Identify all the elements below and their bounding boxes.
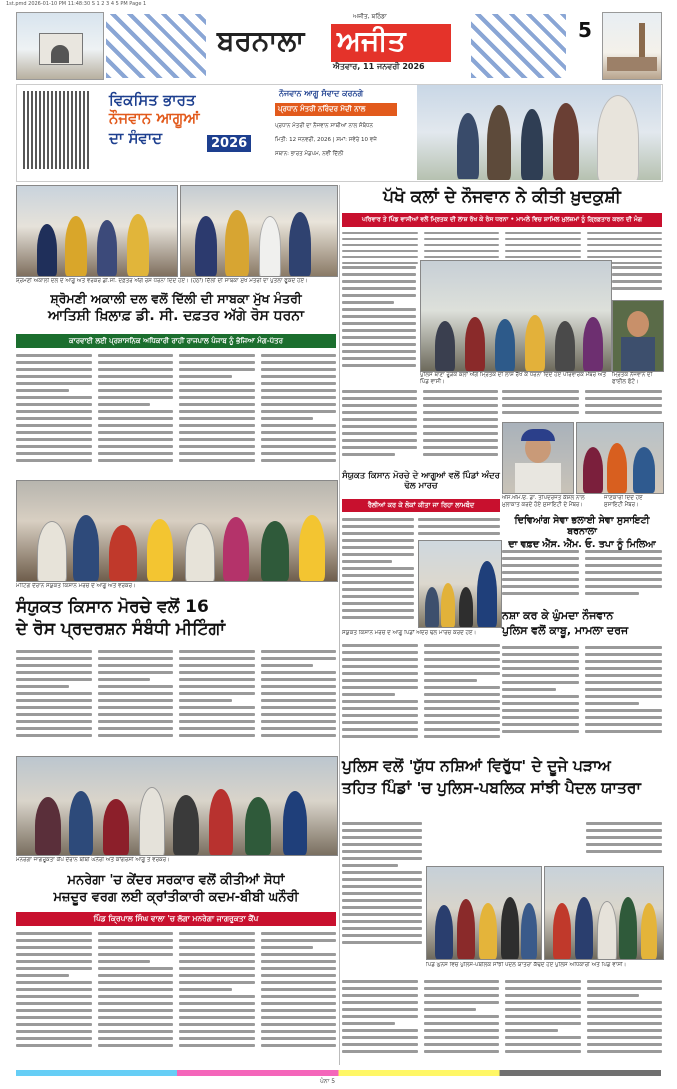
story5-headline	[502, 516, 662, 551]
story7-photo	[16, 756, 338, 856]
story5-photo-right	[576, 422, 664, 494]
story1-subhead: ਕਾਰਵਾਈ ਲਈ ਪ੍ਰਸ਼ਾਸਨਿਕ ਅਧਿਕਾਰੀ ਰਾਹੀਂ ਰਾਜਪਾਲ ਪੰਜਾਬ ਨੂੰ ਭੇਜਿਆ ਮੰਗ-ਪੱਤਰ	[16, 334, 336, 348]
story8-body-lower	[342, 980, 662, 1064]
masthead	[16, 12, 661, 80]
story4-headline-line2: ਦੇ ਰੋਸ ਪ੍ਰਦਰਸ਼ਨ ਸੰਬੰਧੀ ਮੀਟਿੰਗਾਂ	[16, 618, 226, 639]
ad-line2: ਨੌਜਵਾਨ ਆਗੂਆਂ	[109, 109, 200, 127]
masthead-right-word: ਅਜੀਤ	[337, 24, 406, 57]
ad-banner: ਪ੍ਰਧਾਨ ਮੰਤਰੀ ਨਰਿੰਦਰ ਮੋਦੀ ਨਾਲ	[275, 103, 397, 116]
story5-body	[502, 550, 662, 604]
ad-year: 2026	[207, 135, 251, 152]
story4-body	[16, 650, 336, 750]
story2-body-left	[342, 266, 416, 374]
story2-caption-left: ਪੁਲਿਸ ਥਾਣਾ ਰੂੜੇਕੇ ਕਲਾਂ ਅੱਗੇ ਮ੍ਰਿਤਕ ਦੀ ਲਾਸ਼ ਰੱਖ ਕੇ ਧਰਨਾ ਦਿੰਦੇ ਹੋਏ ਪਰਿਵਾਰਕ ਮੈਂਬਰ ਅਤੇ ਪਿੰਡ ਵਾਸੀ।	[420, 372, 607, 385]
masthead-right-photo	[602, 12, 662, 80]
story8-body-right	[586, 822, 662, 862]
story7-body	[16, 932, 336, 1064]
footer-color-bar	[16, 1070, 661, 1076]
masthead-small-top: ਅਜੀਤ, ਬਠਿੰਡਾ	[353, 13, 387, 20]
story8-photo-right	[544, 866, 664, 960]
masthead-pattern-right	[471, 14, 566, 78]
footer-page-label: ਪੰਨਾ 5	[320, 1078, 336, 1085]
story3-caption: ਸੰਯੁਕਤ ਕਿਸਾਨ ਮੋਰਚੇ ਦੇ ਆਗੂ ਪਿੰਡਾਂ ਅੰਦਰ ਢੋਲ ਮਾਰਚ ਕਰਦੇ ਹੋਏ।	[342, 630, 477, 636]
ad-line3: ਦਾ ਸੰਵਾਦ	[109, 129, 163, 147]
print-slug: 1st.pmd 2026-01-10 PM 11:48:30 S 1 2 3 4 5 PM Page 1	[6, 1, 147, 7]
story3-body-left	[342, 518, 414, 628]
story4-caption: ਮੀਟਿੰਗ ਦੌਰਾਨ ਸੰਯੁਕਤ ਕਿਸਾਨ ਮੋਰਚੇ ਦੇ ਆਗੂ ਅਤੇ ਵਰਕਰ।	[16, 583, 136, 589]
story2-caption-right: ਮ੍ਰਿਤਕ ਨੌਜਵਾਨ ਦੀ ਫਾਈਲ ਫੋਟੋ।	[612, 372, 653, 385]
story2-body-right	[612, 266, 662, 296]
story8-headline-line2: ਤਹਿਤ ਪਿੰਡਾਂ 'ਚ ਪੁਲਿਸ-ਪਬਲਿਕ ਸਾਂਝੀ ਪੈਦਲ ਯਾਤਰਾ	[342, 778, 641, 797]
story6-headline	[502, 610, 662, 637]
story8-body-left	[342, 822, 422, 962]
story4-headline-line1: ਸੰਯੁਕਤ ਕਿਸਾਨ ਮੋਰਚੇ ਵਲੋਂ 16	[16, 597, 209, 617]
story4-photo	[16, 480, 338, 582]
story3-body-right	[418, 518, 500, 536]
story6-headline-line2: ਪੁਲਿਸ ਵਲੋਂ ਕਾਬੂ, ਮਾਮਲਾ ਦਰਜ	[502, 623, 629, 637]
story2-subhead: ਪਰਿਵਾਰ ਤੇ ਪਿੰਡ ਵਾਸੀਆਂ ਵਲੋਂ ਮ੍ਰਿਤਕ ਦੀ ਲਾਸ਼ ਰੱਖ ਕੇ ਰੋਸ ਧਰਨਾ • ਮਾਮਲੇ ਵਿਚ ਸ਼ਾਮਿਲ ਮੁਲਜ਼ਮਾਂ ਨੂੰ ਗ੍ਰਿਫ਼ਤਾਰ ਕਰਨ ਦੀ ਮੰਗ	[342, 213, 662, 227]
ad-detail3: ਸਥਾਨ: ਭਾਰਤ ਮੰਡਪਮ, ਨਵੀਂ ਦਿੱਲੀ	[275, 151, 344, 157]
story7-subhead: ਪਿੰਡ ਕ੍ਰਿਪਾਲ ਸਿੰਘ ਵਾਲਾ 'ਚ ਲੱਗਾ ਮਨਰੇਗਾ ਜਾਗਰੂਕਤਾ ਕੈਂਪ	[16, 912, 336, 926]
story3-body-lower	[342, 644, 500, 748]
story2-headline: ਪੱਖੋ ਕਲਾਂ ਦੇ ਨੌਜਵਾਨ ਨੇ ਕੀਤੀ ਖ਼ੁਦਕੁਸ਼ੀ	[383, 187, 621, 207]
ad-detail1: ਪ੍ਰਧਾਨ ਮੰਤਰੀ ਦਾ ਨੌਜਵਾਨ ਸਾਥੀਆਂ ਨਾਲ ਸੰਬੋਧਨ	[275, 123, 373, 129]
ad-photo	[417, 85, 661, 180]
story1-photo-left	[16, 185, 178, 277]
masthead-pattern-left	[106, 14, 206, 78]
story2-photo-left	[420, 260, 612, 372]
story2-body-lower	[342, 390, 498, 466]
masthead-left-photo	[16, 12, 104, 80]
story5-caption-right: ਜਾਣਕਾਰੀ ਦਿੰਦੇ ਹੋਏ ਸੁਸਾਇਟੀ ਮੈਂਬਰ।	[604, 495, 643, 508]
story8-headline-line1: ਪੁਲਿਸ ਵਲੋਂ 'ਯੁੱਧ ਨਸ਼ਿਆਂ ਵਿਰੁੱਧ' ਦੇ ਦੂਜੇ ਪੜਾਅ	[342, 757, 611, 775]
masthead-left-word: ਬਰਨਾਲਾ	[217, 24, 305, 57]
story7-headline-line1: ਮਨਰੇਗਾ 'ਚ ਕੇਂਦਰ ਸਰਕਾਰ ਵਲੋਂ ਕੀਤੀਆਂ ਸੋਧਾਂ	[67, 873, 285, 888]
story5-photo-left	[502, 422, 574, 494]
story1-headline-line2: ਆਤਿਸ਼ੀ ਖ਼ਿਲਾਫ਼ ਡੀ. ਸੀ. ਦਫ਼ਤਰ ਅੱਗੇ ਰੋਸ ਧਰਨਾ	[47, 308, 305, 325]
column-divider	[339, 185, 340, 1065]
story5-body-top	[502, 390, 662, 420]
story1-photo-right	[180, 185, 338, 277]
story5-headline-line2: ਦਾ ਵਫ਼ਦ ਐੱਸ. ਐੱਮ. ਓ. ਤਪਾ ਨੂੰ ਮਿਲਿਆ	[508, 538, 656, 550]
ad-detail2: ਮਿਤੀ: 12 ਜਨਵਰੀ, 2026 | ਸਮਾਂ: ਸਵੇਰੇ 10 ਵਜੇ	[275, 137, 377, 143]
story3-photo	[418, 540, 502, 628]
story5-headline-line1: ਦਿਵਿਆਂਗ ਸੇਵਾ ਭਲਾਈ ਸੇਵਾ ਸੁਸਾਇਟੀ ਬਰਨਾਲਾ	[514, 515, 650, 537]
story8-photo-left	[426, 866, 542, 960]
story4-headline	[16, 598, 336, 639]
story7-headline-line2: ਮਜ਼ਦੂਰ ਵਰਗ ਲਈ ਕ੍ਰਾਂਤੀਕਾਰੀ ਕਦਮ-ਬੀਬੀ ਘਨੌਰੀ	[53, 889, 299, 905]
story7-headline	[16, 874, 336, 906]
ad-qr-block	[23, 91, 89, 169]
story3-subhead: ਰੈਲੀਆਂ ਕਰ ਕੇ ਲੋਕਾਂ ਕੀਤਾ ਜਾ ਰਿਹਾ ਲਾਮਬੰਦ	[342, 499, 500, 512]
masthead-nameplate	[211, 13, 469, 76]
story3-headline: ਸੰਯੁਕਤ ਕਿਸਾਨ ਮੋਰਚੇ ਦੇ ਆਗੂਆਂ ਵਲੋਂ ਪਿੰਡਾਂ ਅੰਦਰ ਢੋਲ ਮਾਰਚ	[342, 471, 500, 491]
story1-body	[16, 354, 336, 474]
story2-photo-right	[612, 300, 664, 372]
ad-line1: ਵਿਕਸਿਤ ਭਾਰਤ	[109, 91, 196, 109]
story1-caption: ਸ਼੍ਰੋਮਣੀ ਅਕਾਲੀ ਦਲ ਦੇ ਆਗੂ ਅਤੇ ਵਰਕਰ ਡੀ.ਸੀ. ਦਫ਼ਤਰ ਅੱਗੇ ਰੋਸ ਧਰਨਾ ਦਿੰਦੇ ਹੋਏ। (ਹੇਠਾਂ) ਦਿੱਲੀ ਦੀ ਸਾਬਕਾ ਮੁੱਖ ਮੰਤਰੀ ਦਾ ਪੁਤਲਾ ਫੂਕਦੇ ਹੋਏ।	[16, 278, 308, 284]
story6-body	[502, 646, 662, 748]
page-number: 5	[578, 18, 592, 42]
story7-caption: ਮਨਰੇਗਾ ਜਾਗਰੂਕਤਾ ਕੈਂਪ ਦੌਰਾਨ ਬੀਬੀ ਘਨੌਰੀ ਅਤੇ ਕਾਂਗਰਸੀ ਆਗੂ ਤੇ ਵਰਕਰ।	[16, 857, 170, 863]
advertisement	[16, 84, 663, 182]
story1-headline-line1: ਸ਼੍ਰੋਮਣੀ ਅਕਾਲੀ ਦਲ ਵਲੋਂ ਦਿੱਲੀ ਦੀ ਸਾਬਕਾ ਮੁੱਖ ਮੰਤਰੀ	[50, 291, 302, 306]
story5-caption-left: ਐੱਸ.ਐੱਮ.ਓ. ਡਾ. ਤਪਿੰਦਰਜੋਤ ਕੌਸ਼ਲ ਨਾਲ ਮੁਲਾਕਾਤ ਕਰਦੇ ਹੋਏ ਸੁਸਾਇਟੀ ਦੇ ਮੈਂਬਰ।	[502, 495, 585, 508]
story8-headline	[342, 758, 662, 798]
ad-top-right: ਨੌਜਵਾਨ ਆਗੂ ਸੰਵਾਦ ਕਰਨਗੇ	[279, 89, 364, 98]
story1-headline	[16, 292, 336, 324]
story8-caption: ਪਿੰਡ ਘੁੰਨਸ ਵਿਚ ਪੁਲਿਸ-ਪਬਲਿਕ ਸਾਂਝੀ ਪੈਦਲ ਯਾਤਰਾ ਕੱਢਦੇ ਹੋਏ ਪੁਲਿਸ ਅਧਿਕਾਰੀ ਅਤੇ ਪਿੰਡ ਵਾਸੀ।	[426, 962, 627, 968]
story6-headline-line1: ਨਸ਼ਾ ਕਰ ਕੇ ਘੁੰਮਦਾ ਨੌਜਵਾਨ	[502, 609, 614, 622]
masthead-date: ਐਤਵਾਰ, 11 ਜਨਵਰੀ 2026	[333, 62, 425, 71]
